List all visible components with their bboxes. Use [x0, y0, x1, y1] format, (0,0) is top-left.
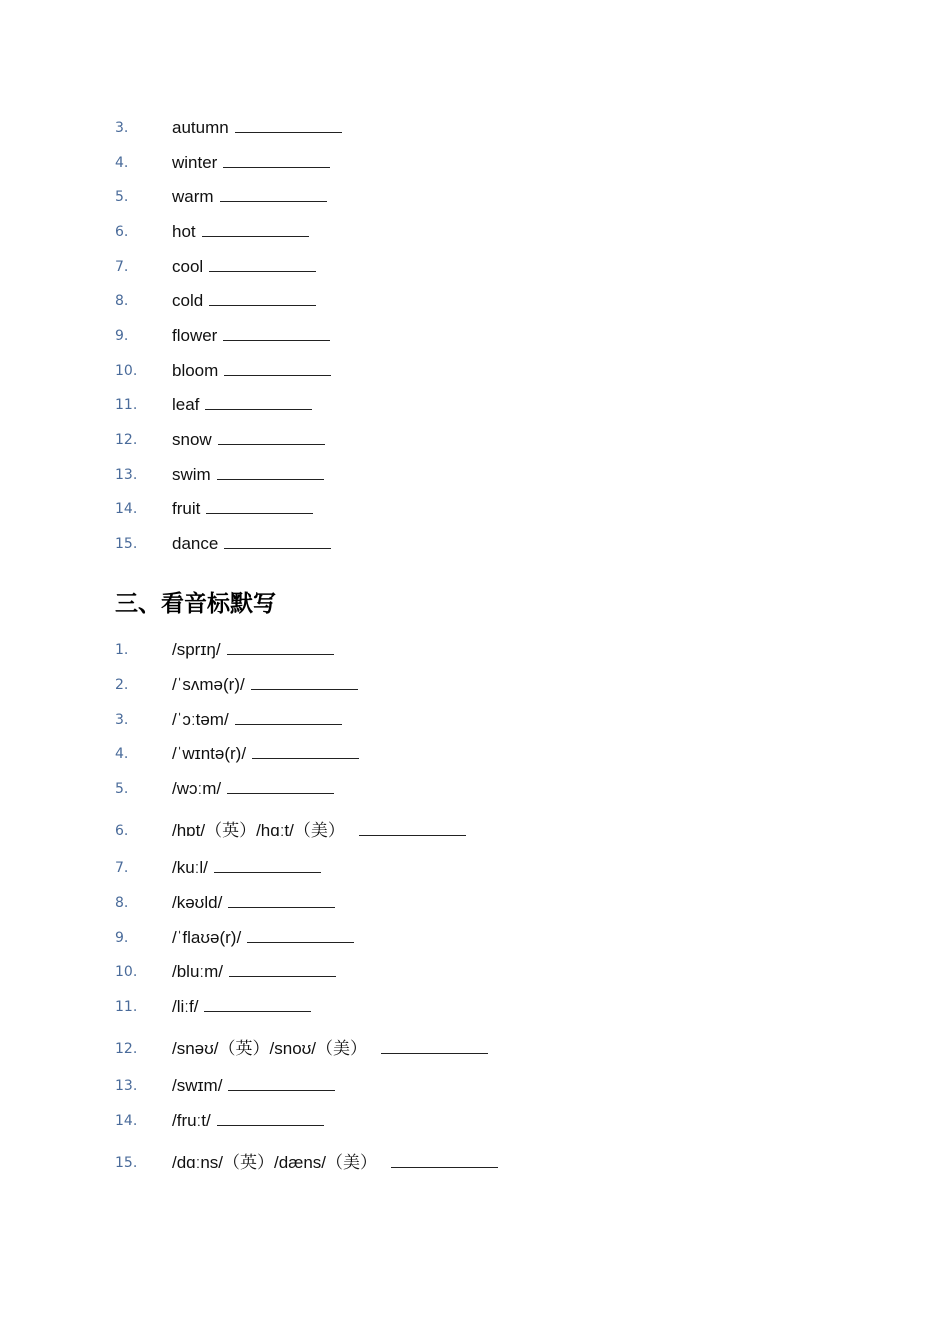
item-word: winter — [172, 151, 330, 174]
item-phonetic: /wɔːm/ — [172, 777, 334, 800]
item-phonetic: /dɑːns/（英）/dæns/（美） — [172, 1151, 498, 1174]
item-phonetic: /liːf/ — [172, 995, 311, 1018]
item-phonetic: /kuːl/ — [172, 856, 321, 879]
item-word: warm — [172, 185, 327, 208]
item-phonetic: /ˈflaʊə(r)/ — [172, 926, 354, 949]
item-word: leaf — [172, 393, 312, 416]
item-number: 5. — [115, 781, 129, 797]
item-word: bloom — [172, 359, 331, 382]
item-number: 15. — [115, 1155, 138, 1171]
answer-blank[interactable] — [227, 638, 334, 655]
item-number: 6. — [115, 823, 129, 839]
item-word: snow — [172, 428, 325, 451]
answer-blank[interactable] — [218, 428, 325, 445]
answer-blank[interactable] — [223, 151, 330, 168]
list-item — [0, 926, 950, 950]
item-number: 10. — [115, 363, 138, 379]
list-item — [0, 819, 950, 843]
item-word: hot — [172, 220, 309, 243]
item-number: 7. — [115, 860, 129, 876]
list-item — [0, 891, 950, 915]
list-item — [0, 151, 950, 175]
list-item — [0, 497, 950, 521]
item-number: 14. — [115, 501, 138, 517]
item-number: 9. — [115, 328, 129, 344]
item-number: 13. — [115, 1078, 138, 1094]
item-number: 8. — [115, 293, 129, 309]
list-item — [0, 1037, 950, 1061]
item-phonetic: /ˈwɪntə(r)/ — [172, 742, 359, 765]
answer-blank[interactable] — [252, 742, 359, 759]
item-number: 8. — [115, 895, 129, 911]
item-number: 2. — [115, 677, 129, 693]
answer-blank[interactable] — [381, 1037, 488, 1054]
item-phonetic: /hɒt/（英）/hɑːt/（美） — [172, 819, 466, 842]
item-number: 15. — [115, 536, 138, 552]
list-item — [0, 185, 950, 209]
item-word: cool — [172, 255, 316, 278]
item-number: 4. — [115, 746, 129, 762]
answer-blank[interactable] — [214, 856, 321, 873]
answer-blank[interactable] — [247, 926, 354, 943]
answer-blank[interactable] — [224, 359, 331, 376]
list-item — [0, 638, 950, 662]
list-item — [0, 359, 950, 383]
answer-blank[interactable] — [206, 497, 313, 514]
item-number: 6. — [115, 224, 129, 240]
item-word: cold — [172, 289, 316, 312]
item-word: flower — [172, 324, 330, 347]
item-phonetic: /sprɪŋ/ — [172, 638, 334, 661]
item-number: 5. — [115, 189, 129, 205]
list-item — [0, 393, 950, 417]
answer-blank[interactable] — [227, 777, 334, 794]
item-number: 12. — [115, 1041, 138, 1057]
item-number: 11. — [115, 999, 138, 1015]
item-phonetic: /swɪm/ — [172, 1074, 335, 1097]
item-number: 11. — [115, 397, 138, 413]
item-phonetic: /ˈɔːtəm/ — [172, 708, 342, 731]
list-item — [0, 532, 950, 556]
answer-blank[interactable] — [228, 1074, 335, 1091]
list-item — [0, 960, 950, 984]
item-phonetic: /kəʊld/ — [172, 891, 335, 914]
section-heading: 三、看音标默写 — [115, 591, 276, 617]
item-phonetic: /ˈsʌmə(r)/ — [172, 673, 358, 696]
answer-blank[interactable] — [235, 116, 342, 133]
list-item — [0, 324, 950, 348]
item-number: 3. — [115, 712, 129, 728]
item-number: 9. — [115, 930, 129, 946]
item-number: 4. — [115, 155, 129, 171]
item-phonetic: /bluːm/ — [172, 960, 336, 983]
list-item — [0, 777, 950, 801]
item-number: 1. — [115, 642, 129, 658]
answer-blank[interactable] — [202, 220, 309, 237]
item-number: 10. — [115, 964, 138, 980]
answer-blank[interactable] — [391, 1151, 498, 1168]
answer-blank[interactable] — [209, 255, 316, 272]
answer-blank[interactable] — [209, 289, 316, 306]
item-number: 13. — [115, 467, 138, 483]
list-item — [0, 673, 950, 697]
list-item — [0, 1109, 950, 1133]
list-item — [0, 116, 950, 140]
list-item — [0, 463, 950, 487]
list-item — [0, 708, 950, 732]
list-item — [0, 995, 950, 1019]
item-number: 3. — [115, 120, 129, 136]
answer-blank[interactable] — [229, 960, 336, 977]
item-phonetic: /fruːt/ — [172, 1109, 324, 1132]
list-item — [0, 220, 950, 244]
answer-blank[interactable] — [217, 1109, 324, 1126]
item-phonetic: /snəʊ/（英）/snoʊ/（美） — [172, 1037, 488, 1060]
list-item — [0, 428, 950, 452]
list-item — [0, 856, 950, 880]
item-word: dance — [172, 532, 331, 555]
answer-blank[interactable] — [204, 995, 311, 1012]
item-word: autumn — [172, 116, 342, 139]
answer-blank[interactable] — [359, 819, 466, 836]
list-item — [0, 742, 950, 766]
answer-blank[interactable] — [217, 463, 324, 480]
list-item — [0, 1074, 950, 1098]
item-number: 14. — [115, 1113, 138, 1129]
item-number: 12. — [115, 432, 138, 448]
list-item — [0, 289, 950, 313]
item-word: fruit — [172, 497, 313, 520]
answer-blank[interactable] — [235, 708, 342, 725]
item-number: 7. — [115, 259, 129, 275]
answer-blank[interactable] — [251, 673, 358, 690]
list-item — [0, 1151, 950, 1175]
answer-blank[interactable] — [224, 532, 331, 549]
item-word: swim — [172, 463, 324, 486]
answer-blank[interactable] — [220, 185, 327, 202]
answer-blank[interactable] — [205, 393, 312, 410]
answer-blank[interactable] — [223, 324, 330, 341]
list-item — [0, 255, 950, 279]
answer-blank[interactable] — [228, 891, 335, 908]
